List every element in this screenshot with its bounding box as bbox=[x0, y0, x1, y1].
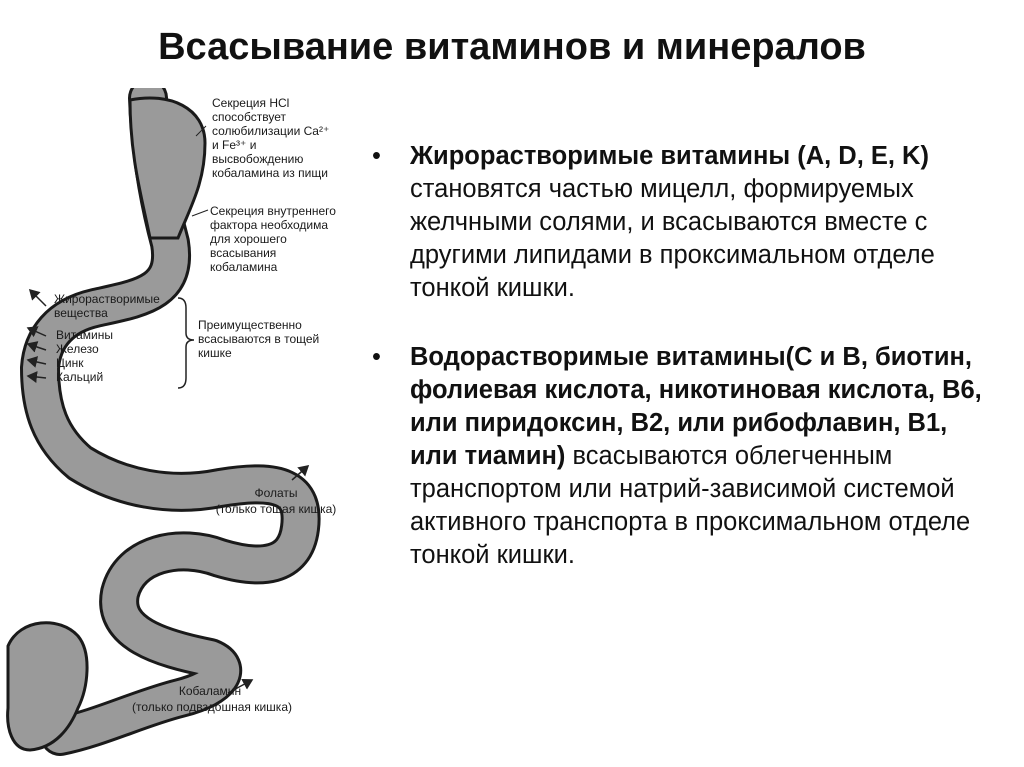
gut-illustration bbox=[0, 88, 370, 758]
water-soluble-text: всасываются облегченным транспортом или натрий-зависимой системой активного транспорта в проксимальном отделе тонкой кишки. bbox=[410, 442, 971, 569]
fat-soluble-label: Жирорастворимые вещества bbox=[54, 292, 160, 320]
absorption-arrow-fat bbox=[30, 290, 46, 306]
jejunum-brace bbox=[178, 298, 194, 388]
fat-soluble-text: становятся частью мицелл, формируемых желчными солями, и всасываются вместе с другими липидами в проксимальном отделе тонкой кишки. bbox=[410, 175, 935, 302]
leader-factor bbox=[192, 210, 208, 216]
intrinsic-factor-note: Секреция внутреннего фактора необходима для хорошего всасывания кобаламина bbox=[210, 204, 336, 274]
water-soluble-bullet bbox=[372, 341, 992, 572]
water-soluble-heading: Водорастворимые витамины(С и В, биотин, фолиевая кислота, никотиновая кислота, В6, или пиридоксин, В2, или рибофлавин, В1, или тиамин) bbox=[410, 343, 982, 470]
fat-soluble-bullet bbox=[372, 140, 992, 305]
fat-soluble-heading: Жирорастворимые витамины (A, D, E, K) bbox=[410, 142, 929, 170]
vitamins-minerals-list: Витамины Железо Цинк Кальций bbox=[56, 328, 113, 384]
cobalamin-label: Кобаламин bbox=[178, 684, 242, 698]
folates-label: Фолаты bbox=[254, 486, 298, 500]
bullet-marker: • bbox=[372, 142, 381, 170]
bullet-marker: • bbox=[372, 343, 381, 371]
digestive-tract-diagram bbox=[0, 88, 370, 758]
cobalamin-sub-label: (только подвздошная кишка) bbox=[131, 700, 292, 714]
stomach-hcl-note: Секреция HCl способствует солюбилизации Ca²⁺ и Fe³⁺ и высвобождению кобаламина из пищи bbox=[212, 96, 330, 180]
jejunum-note: Преимущественно всасываются в тощей кишке bbox=[198, 318, 320, 360]
stomach-shape bbox=[130, 98, 205, 238]
slide-title: Всасывание витаминов и минералов bbox=[158, 26, 866, 68]
vitamin-absorption-list bbox=[372, 140, 992, 572]
folates-sub-label: (только тощая кишка) bbox=[215, 502, 337, 516]
